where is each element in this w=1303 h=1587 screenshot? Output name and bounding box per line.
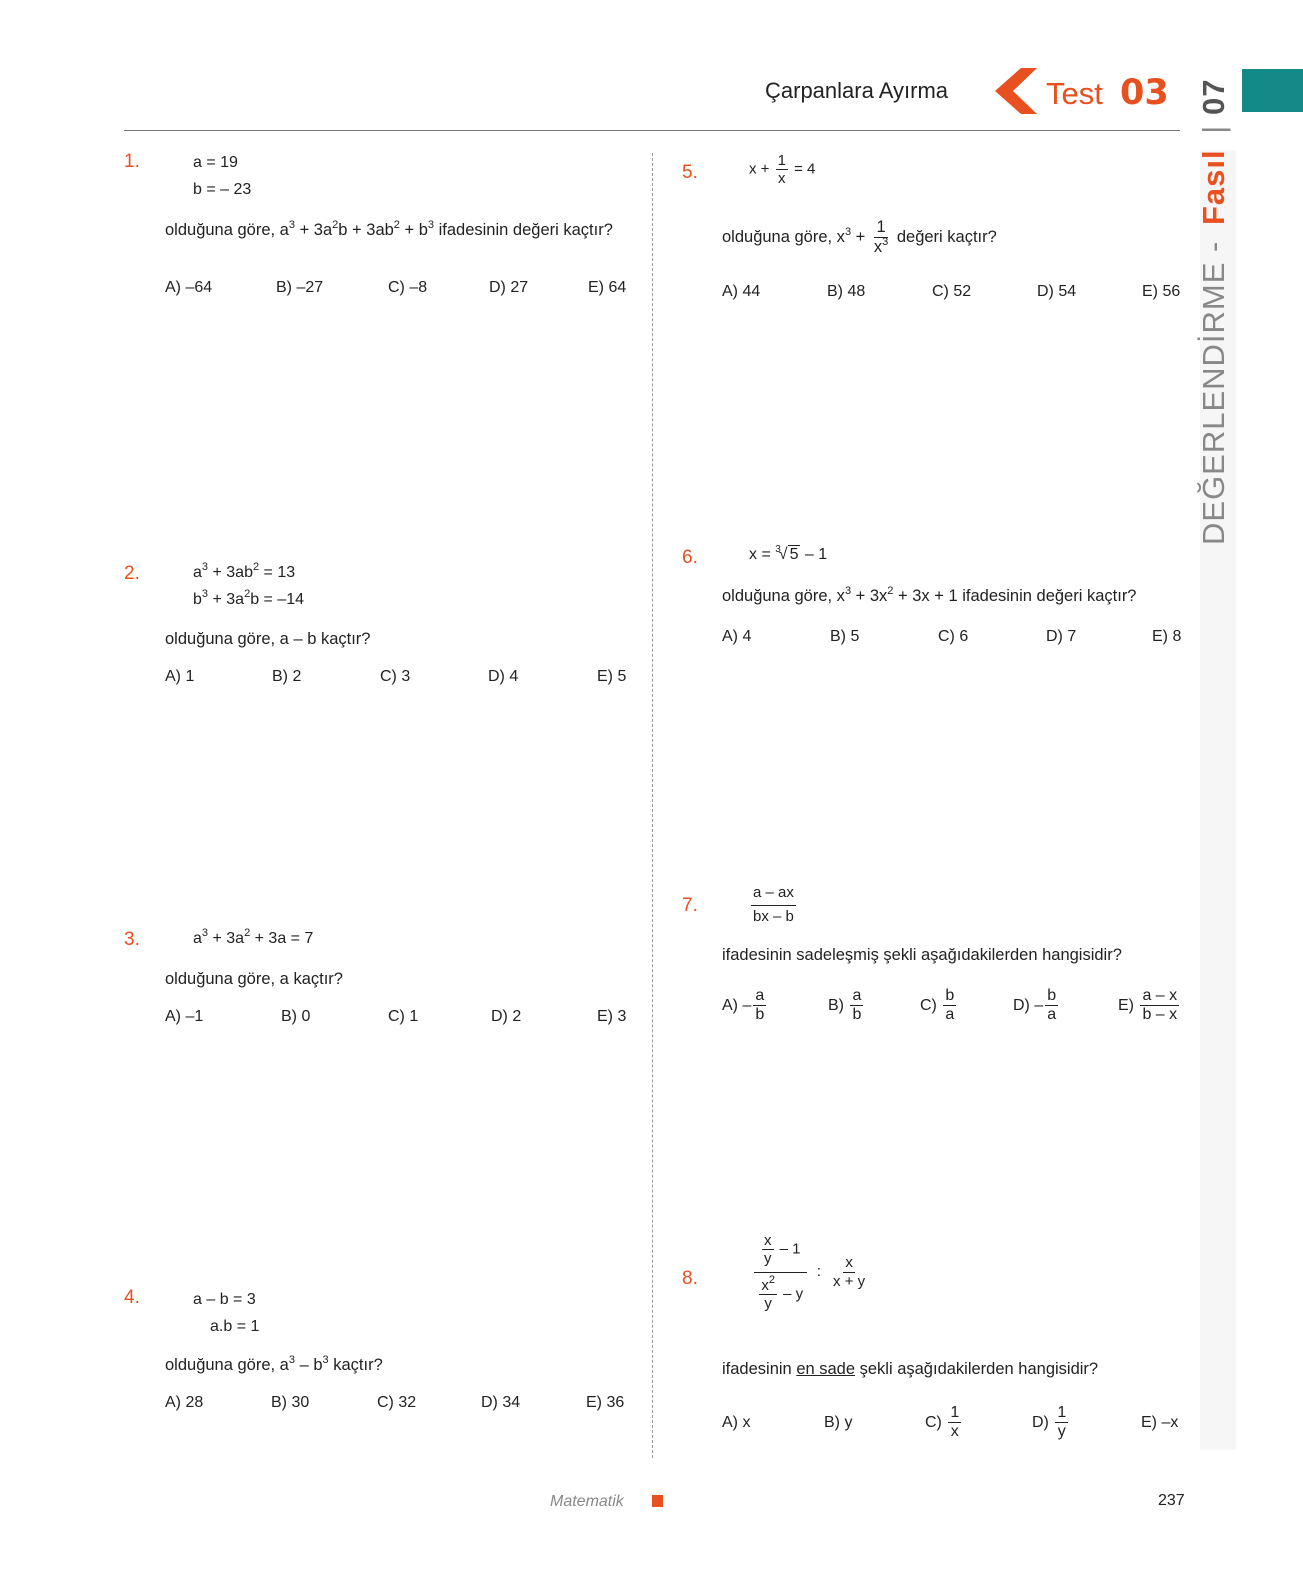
question-stem: ifadesinin sadeleşmiş şekli aşağıdakilerden hangisidir? xyxy=(722,946,1122,964)
option[interactable]: A) –64 xyxy=(165,279,213,296)
option[interactable]: B) y xyxy=(824,1414,853,1431)
option[interactable]: C) 52 xyxy=(932,283,972,300)
option[interactable]: B) $\frac{a}{b}$ xyxy=(828,987,862,1024)
header-title: Çarpanlara Ayırma xyxy=(765,78,949,103)
option[interactable]: E) –x xyxy=(1141,1414,1179,1431)
option[interactable]: D) – $\frac{b}{a}$ xyxy=(1013,987,1057,1024)
option[interactable]: C) 1 xyxy=(388,1008,419,1025)
option[interactable]: A) 1 xyxy=(165,668,195,685)
option[interactable]: E) 64 xyxy=(588,279,627,296)
footer-square-icon xyxy=(652,1495,663,1507)
given-line: b = – 23 xyxy=(193,181,252,198)
stem-text: olduğuna göre, a xyxy=(165,221,289,239)
question-stem: olduğuna göre, a kaçtır? xyxy=(165,970,343,988)
given-line: a.b = 1 xyxy=(210,1318,260,1335)
given-line: $b^3 + 3a^2b = -14$ xyxy=(193,588,305,608)
question-stem: olduğuna göre, a – b kaçtır? xyxy=(165,630,371,648)
test-number: 03 xyxy=(1120,73,1169,113)
option[interactable]: D) 4 xyxy=(488,668,519,685)
question-stem: olduğuna göre, $x^3$ + $\frac{1}{x^3}$ değeri kaçtır? xyxy=(722,218,997,256)
option[interactable]: A) 28 xyxy=(165,1394,204,1411)
option[interactable]: B) 2 xyxy=(272,668,302,685)
fraction-denominator: bx – b xyxy=(753,907,794,925)
option[interactable]: A) 44 xyxy=(722,283,761,300)
teal-tab xyxy=(1242,69,1303,112)
given-expression xyxy=(749,882,798,928)
option[interactable]: B) 30 xyxy=(271,1394,310,1411)
given-expression: $\frac{x}{y}$ – 1 $\frac{x^2}{y}$ – y : $\frac{x}{x + y}$ xyxy=(752,1232,869,1312)
stem-emphasis: en sade xyxy=(796,1360,856,1378)
question-number: 3. xyxy=(124,929,140,950)
given-line: $a^3 + 3ab^2 = 13$ xyxy=(193,561,296,581)
stem-text: ifadesinin değeri kaçtır? xyxy=(962,587,1137,605)
option[interactable]: C) 32 xyxy=(377,1394,417,1411)
question-number: 2. xyxy=(124,563,140,584)
sidebar-number: 07 xyxy=(1196,78,1231,116)
option[interactable]: E) 36 xyxy=(586,1394,625,1411)
option[interactable]: A) – $\frac{a}{b}$ xyxy=(722,987,765,1024)
option[interactable]: D) 7 xyxy=(1046,628,1077,645)
question-stem: olduğuna göre, $x^3 + 3x^2 + 3x + 1$ ifadesinin değeri kaçtır? xyxy=(722,585,1137,605)
given-line: a – b = 3 xyxy=(193,1291,256,1308)
option[interactable]: E) 3 xyxy=(597,1008,627,1025)
stem-text: değeri kaçtır? xyxy=(896,227,997,246)
sidebar-separator: | xyxy=(1196,124,1231,134)
question-number: 7. xyxy=(682,895,698,916)
option[interactable]: D) 34 xyxy=(481,1394,521,1411)
question-number: 8. xyxy=(682,1268,698,1289)
option[interactable]: E) $\frac{a - x}{b - x}$ xyxy=(1118,987,1178,1024)
option[interactable]: B) 5 xyxy=(830,628,860,645)
option[interactable]: A) 4 xyxy=(722,628,752,645)
option[interactable]: B) –27 xyxy=(276,279,324,296)
question-number: 5. xyxy=(682,162,698,183)
fraction-numerator: a – ax xyxy=(751,882,796,906)
footer-subject: Matematik xyxy=(550,1493,624,1510)
option[interactable]: D) 27 xyxy=(489,279,529,296)
option[interactable]: A) x xyxy=(722,1414,751,1431)
fasil-logo: Fasıl xyxy=(1196,149,1231,225)
stem-text: ifadesinin değeri kaçtır? xyxy=(434,221,613,239)
question-stem xyxy=(722,1360,1098,1379)
test-label: Test xyxy=(1046,76,1103,111)
option[interactable]: D) 54 xyxy=(1037,283,1077,300)
stem-text: ifadesinin xyxy=(722,1360,797,1378)
sidebar-label xyxy=(1196,79,1232,545)
given-line: a = 19 xyxy=(193,154,238,171)
option[interactable]: C) 3 xyxy=(380,668,411,685)
question-stem: olduğuna göre, $a^3 + 3a^2b + 3ab^2 + b^3$ ifadesinin değeri kaçtır? xyxy=(165,219,613,239)
header-divider xyxy=(124,130,1180,131)
option[interactable]: B) 0 xyxy=(281,1008,311,1025)
column-divider xyxy=(652,153,653,1458)
option[interactable]: C) 6 xyxy=(938,628,969,645)
given-line: $a^3 + 3a^2 + 3a = 7$ xyxy=(193,927,314,947)
sidebar-title: DEĞERLENDİRME - xyxy=(1196,240,1231,545)
question-number: 1. xyxy=(124,151,140,172)
option[interactable]: D) 2 xyxy=(491,1008,522,1025)
question-number: 6. xyxy=(682,547,698,568)
option[interactable]: E) 5 xyxy=(597,668,627,685)
option[interactable]: D) $\frac{1}{y}$ xyxy=(1032,1404,1067,1441)
given-expression: x + $\frac{1}{x}$ = 4 xyxy=(749,152,816,188)
page-number: 237 xyxy=(1158,1492,1185,1509)
option[interactable]: E) 8 xyxy=(1152,628,1182,645)
option[interactable]: E) 56 xyxy=(1142,283,1181,300)
given-expression: x = $^3$√ 5 – 1 xyxy=(749,544,828,563)
option[interactable]: C) –8 xyxy=(388,279,428,296)
option[interactable]: C) $\frac{1}{x}$ xyxy=(925,1404,960,1441)
option[interactable]: C) $\frac{b}{a}$ xyxy=(920,987,955,1024)
question-number: 4. xyxy=(124,1287,140,1308)
stem-text: şekli aşağıdakilerden hangisidir? xyxy=(855,1360,1099,1378)
question-stem: olduğuna göre, $a^3 - b^3$ kaçtır? xyxy=(165,1354,383,1374)
option[interactable]: A) –1 xyxy=(165,1008,204,1025)
chevron-left-icon xyxy=(995,68,1037,114)
option[interactable]: B) 48 xyxy=(827,283,866,300)
